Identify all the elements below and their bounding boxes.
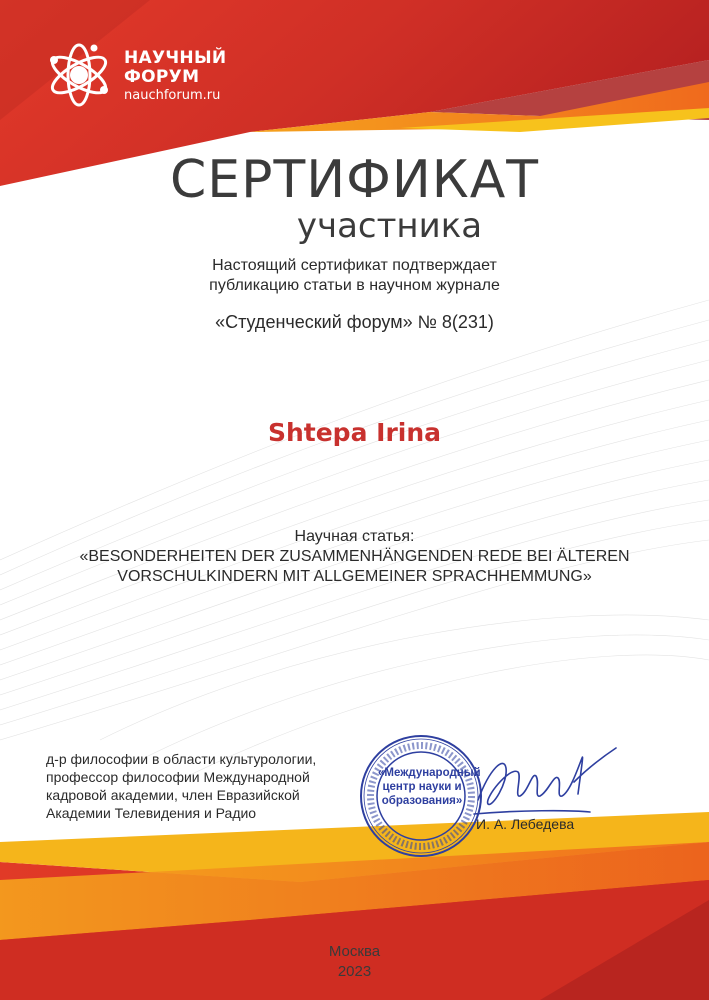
article-label: Научная статья: [294,528,415,545]
article-title-line-2: VORSCHULKINDERN MIT ALLGEMEINER SPRACHHEMMUNG» [117,568,592,585]
logo-text [124,49,226,104]
signatory-name: И. А. Лебедева [476,816,575,832]
signatory-line-2: профессор философии Международной [46,769,310,785]
signatory-credentials [46,750,366,822]
signatory-line-1: д-р философии в области культурологии, [46,751,317,767]
journal-name: «Студенческий форум» № 8(231) [215,312,494,332]
signatory-line-4: Академии Телевидения и Радио [46,805,257,821]
confirmation-text [0,256,709,296]
seal-line-1: «Международный [378,767,481,779]
certificate-title: СЕРТИФИКАТ [169,150,540,210]
participant-name: Shtepa Irina [267,418,442,447]
article-title-line-1: «BESONDERHEITEN DER ZUSAMMENHÄNGENDEN REDE BEI ÄLTEREN [79,548,630,565]
logo-line-1: НАУЧНЫЙ [124,48,227,68]
signatory-line-3: кадровой академии, член Евразийской [46,787,300,803]
handwritten-signature-icon [470,738,620,828]
confirmation-line-1: Настоящий сертификат подтверждает [212,257,497,274]
logo [46,42,276,112]
seal-line-3: образования» [381,795,463,807]
seal-text [378,766,481,808]
seal-line-2: центр науки и [382,781,462,793]
city: Москва [328,943,381,960]
certificate-subtitle: участника [296,206,483,246]
atom-logo-icon [46,42,112,108]
article-title [40,547,669,587]
logo-line-2: ФОРУМ [124,67,200,87]
year: 2023 [337,963,372,980]
confirmation-line-2: публикацию статьи в научном журнале [209,277,500,294]
logo-website: nauchforum.ru [124,88,221,103]
